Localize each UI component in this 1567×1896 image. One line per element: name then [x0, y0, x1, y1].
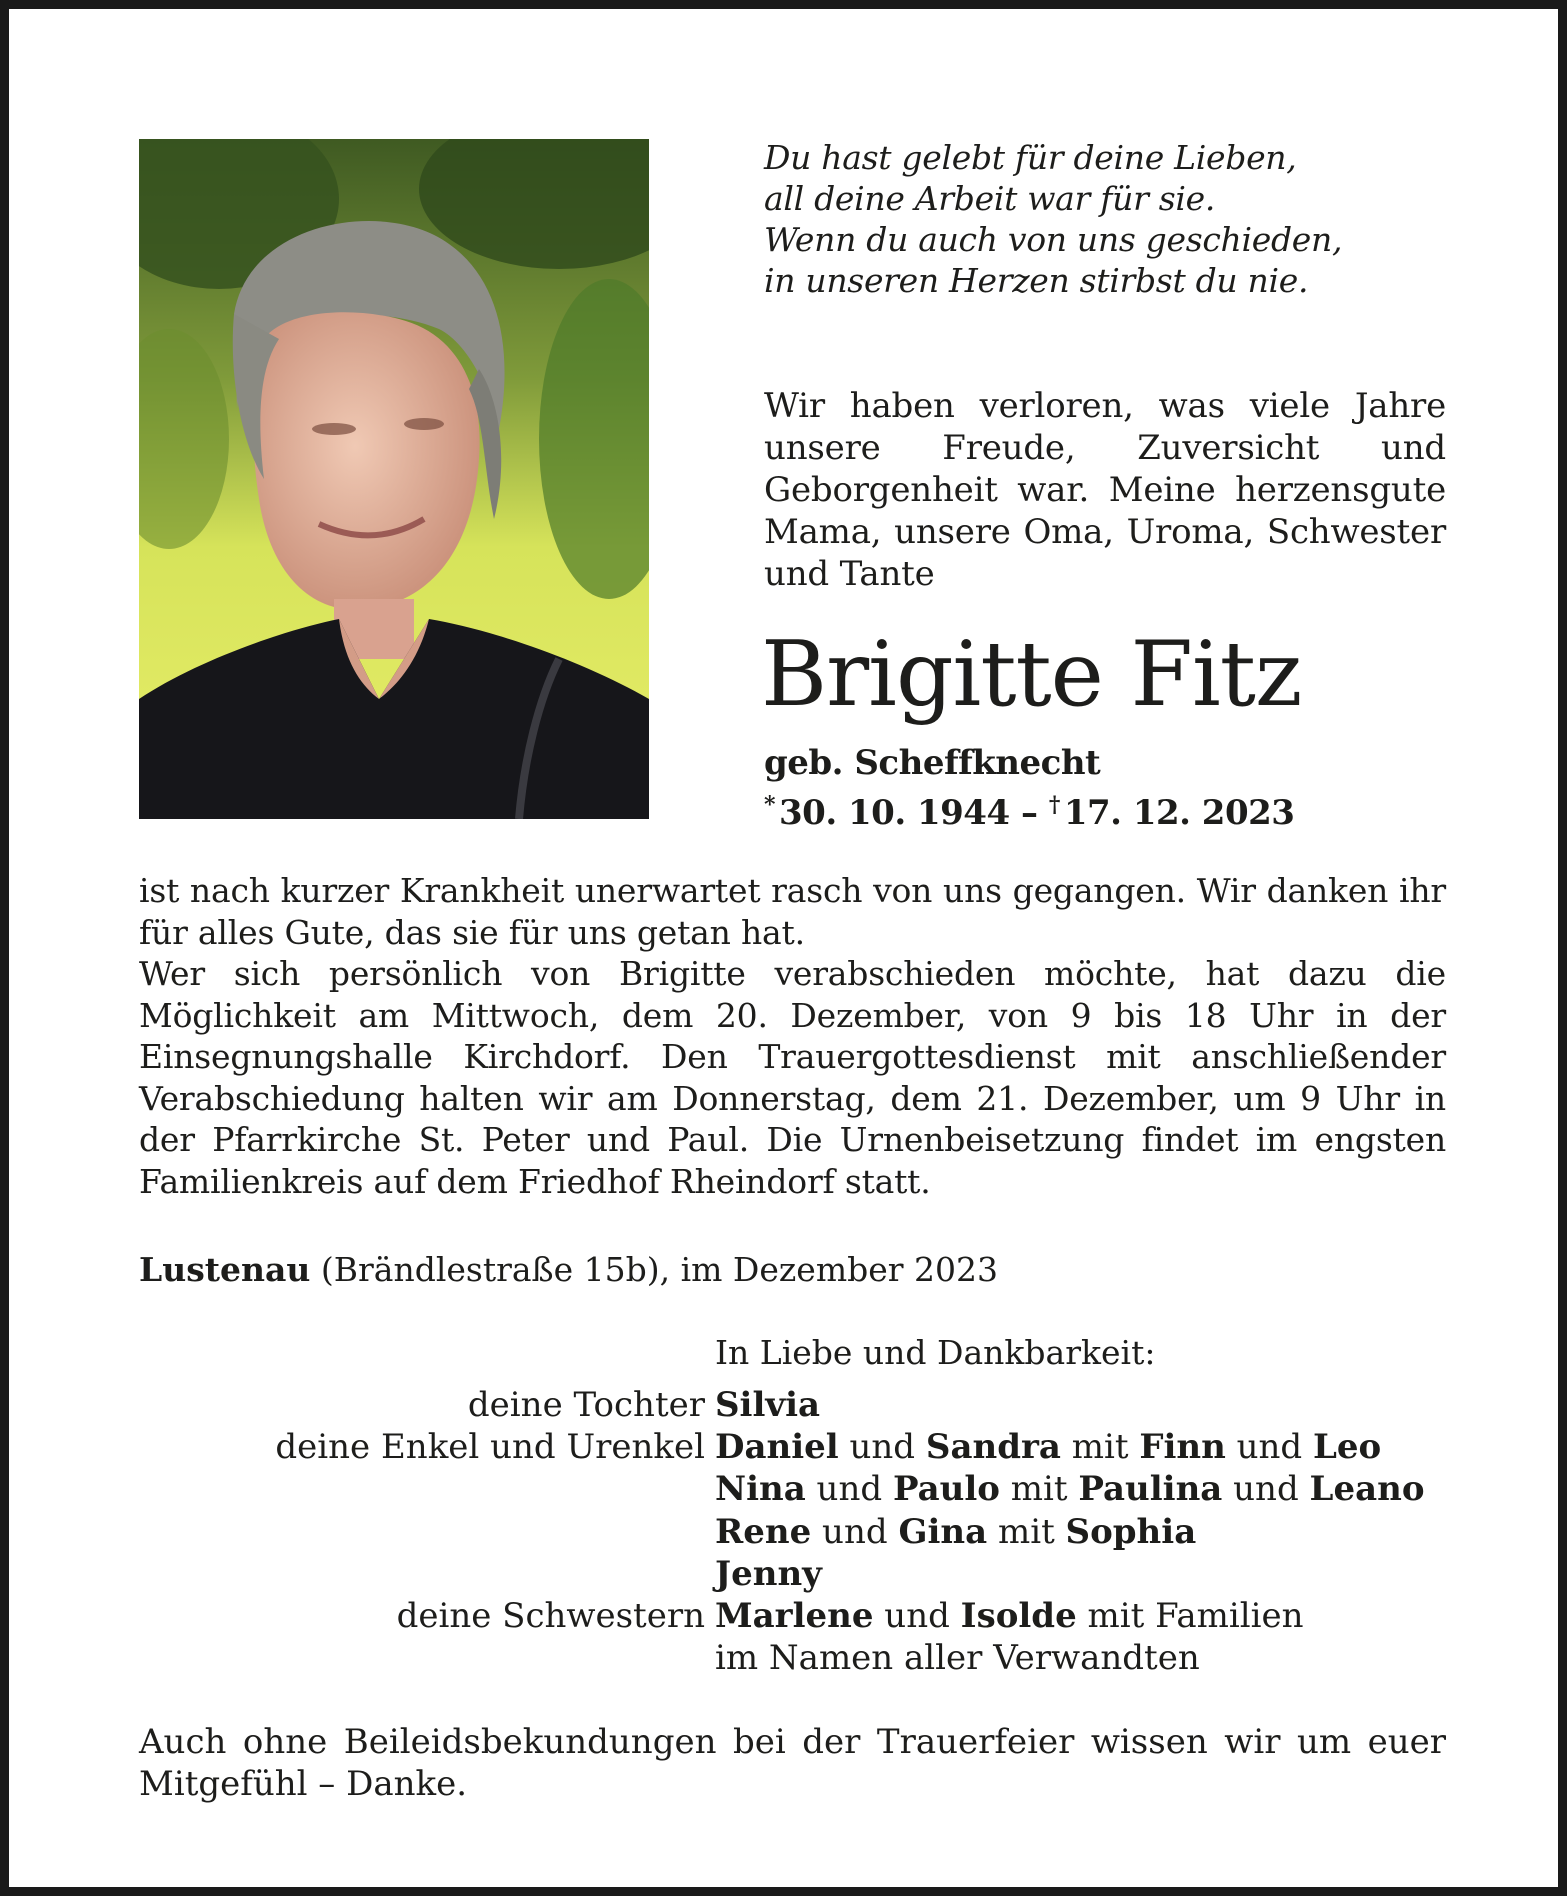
mourner-name: Rene — [715, 1511, 812, 1552]
mourner-names — [715, 1595, 1304, 1637]
mourner-relation — [139, 1637, 715, 1679]
mourner-row — [139, 1637, 1459, 1679]
mourner-name: Gina — [898, 1511, 988, 1552]
death-date: 17. 12. 2023 — [1063, 793, 1295, 833]
signoff: In Liebe und Dankbarkeit: — [715, 1333, 1156, 1372]
life-dates — [764, 784, 1294, 834]
mourner-connector: mit — [999, 1469, 1079, 1510]
mourner-connector: und — [805, 1469, 893, 1510]
mourner-name: Daniel — [715, 1427, 839, 1468]
mourner-connector: mit Familien — [1076, 1595, 1304, 1636]
mourner-row — [139, 1426, 1459, 1468]
deceased-name: Brigitte Fitz — [761, 622, 1302, 727]
town: Lustenau — [139, 1250, 311, 1289]
mourner-names — [715, 1426, 1381, 1468]
place-and-date — [139, 1249, 998, 1291]
mourner-name: Marlene — [715, 1595, 874, 1636]
mourner-names — [715, 1468, 1425, 1510]
mourner-relation — [139, 1553, 715, 1595]
poem-line: Wenn du auch von uns geschieden, — [764, 220, 1343, 259]
mourner-names — [715, 1511, 1196, 1553]
mourner-connector: im Namen aller Verwandten — [715, 1638, 1200, 1679]
body-paragraph: ist nach kurzer Krankheit unerwartet rasch von uns gegangen. Wir danken ihr für alles Gute, das sie für uns getan hat. — [139, 871, 1446, 952]
portrait-photo — [139, 139, 649, 819]
mourner-connector: und — [811, 1511, 899, 1552]
mourner-names — [715, 1553, 822, 1595]
mourner-names — [715, 1637, 1200, 1679]
mourner-relation: deine Schwestern — [396, 1595, 705, 1636]
death-symbol: † — [1048, 792, 1060, 818]
mourner-connector: und — [1222, 1469, 1310, 1510]
closing-text: Auch ohne Beileidsbekundungen bei der Trauerfeier wissen wir um euer Mitgefühl – Danke. — [139, 1722, 1446, 1804]
mourner-connector: mit — [987, 1511, 1066, 1552]
mourner-name: Leo — [1313, 1427, 1382, 1468]
birth-name: geb. Scheffknecht — [764, 743, 1101, 783]
address-date: (Brändlestraße 15b), im Dezember 2023 — [310, 1250, 999, 1289]
intro-text: Wir haben verloren, was viele Jahre unsere Freude, Zuversicht und Geborgenheit war. Meine herzensgute Mama, unsere Oma, Uroma, Schwester und Tante — [764, 386, 1446, 594]
mourner-name: Finn — [1139, 1427, 1226, 1468]
poem-line: all deine Arbeit war für sie. — [764, 179, 1216, 218]
mourner-name: Silvia — [715, 1385, 821, 1425]
mourner-row — [139, 1553, 1459, 1595]
body-paragraph: Wer sich persönlich von Brigitte verabschieden möchte, hat dazu die Möglichkeit am Mittwoch, dem 20. Dezember, von 9 bis 18 Uhr in der Einsegnungshalle Kirchdorf. Den Trauergottesdienst mit anschließender Verabschiedung halten wir am Donnerstag, dem 21. Dezember, um 9 Uhr in der Pfarrkirche St. Peter und Paul. Die Urnenbeisetzung findet im engsten Familienkreis auf dem Friedhof Rheindorf statt. — [139, 954, 1446, 1201]
mourner-name: Leano — [1309, 1469, 1425, 1510]
mourner-row — [139, 1595, 1459, 1637]
mourner-name: Sophia — [1065, 1511, 1197, 1552]
mourner-name: Isolde — [960, 1595, 1077, 1636]
mourner-connector: mit — [1060, 1427, 1140, 1468]
mourner-connector: und — [838, 1427, 926, 1468]
date-separator: – — [1020, 793, 1038, 833]
mourner-name: Jenny — [715, 1553, 822, 1594]
mourner-names — [715, 1384, 820, 1426]
mourner-name: Nina — [715, 1469, 806, 1510]
mourner-relation — [139, 1511, 715, 1553]
mourner-name: Paulo — [892, 1469, 1000, 1510]
birth-date: 30. 10. 1944 — [779, 793, 1010, 833]
poem-line: in unseren Herzen stirbst du nie. — [764, 261, 1309, 300]
mourner-relation: deine Enkel und Urenkel — [275, 1427, 705, 1468]
mourner-row — [139, 1511, 1459, 1553]
mourner-row — [139, 1468, 1459, 1510]
mourner-connector: und — [1225, 1427, 1314, 1468]
mourner-name: Sandra — [925, 1427, 1061, 1468]
birth-symbol: * — [764, 792, 776, 818]
poem — [764, 137, 1464, 301]
announcement-body — [139, 870, 1446, 1202]
mourner-connector: und — [873, 1595, 961, 1636]
mourner-relation — [139, 1468, 715, 1510]
mourners-list — [139, 1384, 1459, 1679]
mourner-relation: deine Tochter — [467, 1385, 705, 1425]
mourner-name: Paulina — [1078, 1469, 1223, 1510]
mourner-row — [139, 1384, 1459, 1426]
poem-line: Du hast gelebt für deine Lieben, — [764, 138, 1297, 177]
